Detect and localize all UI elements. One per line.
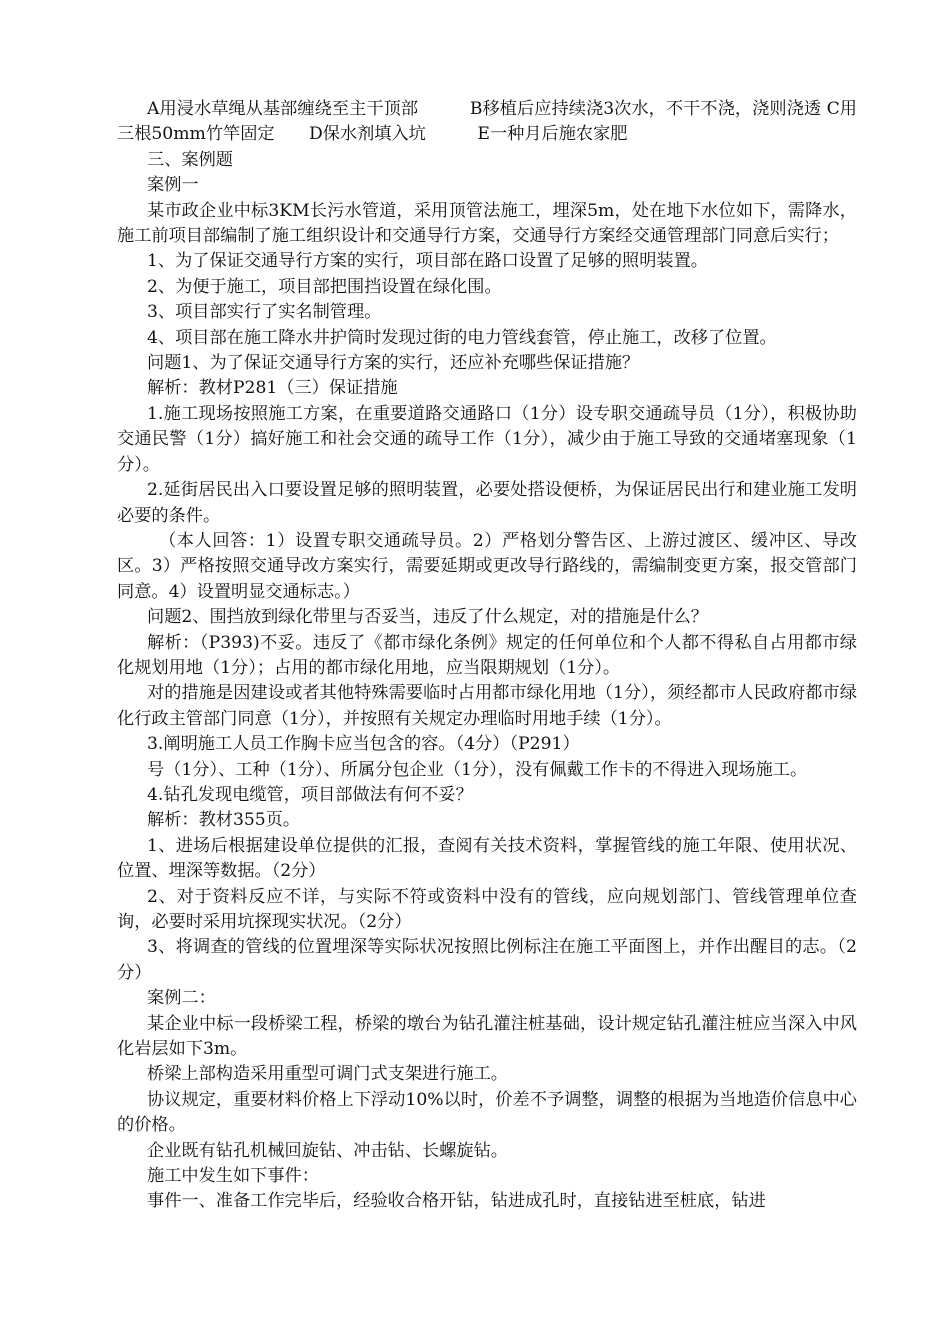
section-heading: 三、案例题	[147, 149, 233, 170]
paragraph: 1.施工现场按照施工方案，在重要道路交通路口（1分）设专职交通疏导员（1分），积极协助交通民警（1分）搞好施工和社会交通的疏导工作（1分），减少由于施工导致的交通堵塞现象（1分）。	[117, 403, 857, 475]
paragraph: 某企业中标一段桥梁工程，桥梁的墩台为钻孔灌注桩基础，设计规定钻孔灌注桩应当深入中风化岩层如下3m。	[117, 1013, 857, 1060]
paragraph: 协议规定，重要材料价格上下浮动10%以时，价差不予调整，调整的根据为当地造价信息中心的价格。	[117, 1089, 857, 1136]
paragraph: 2.延街居民出入口要设置足够的照明装置，必要处搭设便桥，为保证居民出行和建业施工发明必要的条件。	[117, 480, 857, 526]
paragraph: A用浸水草绳从基部缠绕至主干顶部 B移植后应持续浇3次水，不干不浇，浇则浇透 C用三根50mm竹竿固定 D保水剂填入坑 E一种月后施农家肥	[117, 99, 857, 145]
question: 3.阐明施工人员工作胸卡应当包含的容。（4分）（P291）	[147, 734, 580, 755]
paragraph: 3、将调查的管线的位置埋深等实际状况按照比例标注在施工平面图上，并作出醒目的志。（2分）	[117, 937, 857, 983]
paragraph: 桥梁上部构造采用重型可调门式支架进行施工。	[147, 1064, 508, 1085]
paragraph: 事件一、准备工作完毕后，经验收合格开钻，钻进成孔时，直接钻进至桩底，钻进	[147, 1191, 766, 1212]
paragraph: 1、进场后根据建设单位提供的汇报，查阅有关技术资料，掌握管线的施工年限、使用状况、位置、埋深等数据。（2分）	[117, 835, 857, 882]
paragraph: 某市政企业中标3KM长污水管道，采用顶管法施工，埋深5m，处在地下水位如下，需降水，施工前项目部编制了施工组织设计和交通导行方案，交通导行方案经交通管理部门同意后实行；	[117, 200, 857, 247]
question: 4.钻孔发现电缆管，项目部做法有何不妥？	[147, 784, 473, 805]
paragraph: 3、项目部实行了实名制管理。	[147, 302, 382, 323]
paragraph: 1、为了保证交通导行方案的实行，项目部在路口设置了足够的照明装置。	[147, 251, 708, 272]
analysis: 解析：教材355页。	[147, 810, 301, 831]
paragraph: 2、对于资料反应不详，与实际不符或资料中没有的管线，应向规划部门、管线管理单位查询，必要时采用坑探现实状况。（2分）	[117, 886, 857, 932]
paragraph: 4、项目部在施工降水井护筒时发现过街的电力管线套管，停止施工，改移了位置。	[147, 327, 777, 348]
paragraph: 企业既有钻孔机械回旋钻、冲击钻、长螺旋钻。	[147, 1140, 508, 1161]
analysis: 解析：教材P281（三）保证措施	[147, 378, 398, 399]
case-heading: 案例二：	[147, 988, 216, 1009]
paragraph: 对的措施是因建设或者其他特殊需要临时占用都市绿化用地（1分），须经都市人民政府都市绿化行政主管部门同意（1分），并按照有关规定办理临时用地手续（1分）。	[117, 683, 857, 729]
paragraph: （本人回答：1）设置专职交通疏导员。2）严格划分警告区、上游过渡区、缓冲区、导改区。3）严格按照交通导改方案实行，需要延期或更改导行路线的，需编制变更方案，报交管部门同意。4）设置明显交通标志。）	[117, 530, 857, 602]
document-body	[117, 97, 857, 1215]
paragraph: 2、为便于施工，项目部把围挡设置在绿化围。	[147, 276, 502, 297]
paragraph: 施工中发生如下事件：	[147, 1166, 319, 1187]
paragraph: 号（1分）、工种（1分）、所属分包企业（1分），没有佩戴工作卡的不得进入现场施工。	[147, 759, 808, 780]
question: 问题2、围挡放到绿化带里与否妥当，违反了什么规定，对的措施是什么？	[147, 607, 708, 628]
question: 问题1、为了保证交通导行方案的实行，还应补充哪些保证措施？	[147, 353, 640, 374]
case-heading: 案例一	[147, 175, 199, 196]
analysis: 解析：（P393)不妥。违反了《都市绿化条例》规定的任何单位和个人都不得私自占用都市绿化规划用地（1分）；占用的都市绿化用地，应当限期规划（1分）。	[117, 632, 857, 678]
